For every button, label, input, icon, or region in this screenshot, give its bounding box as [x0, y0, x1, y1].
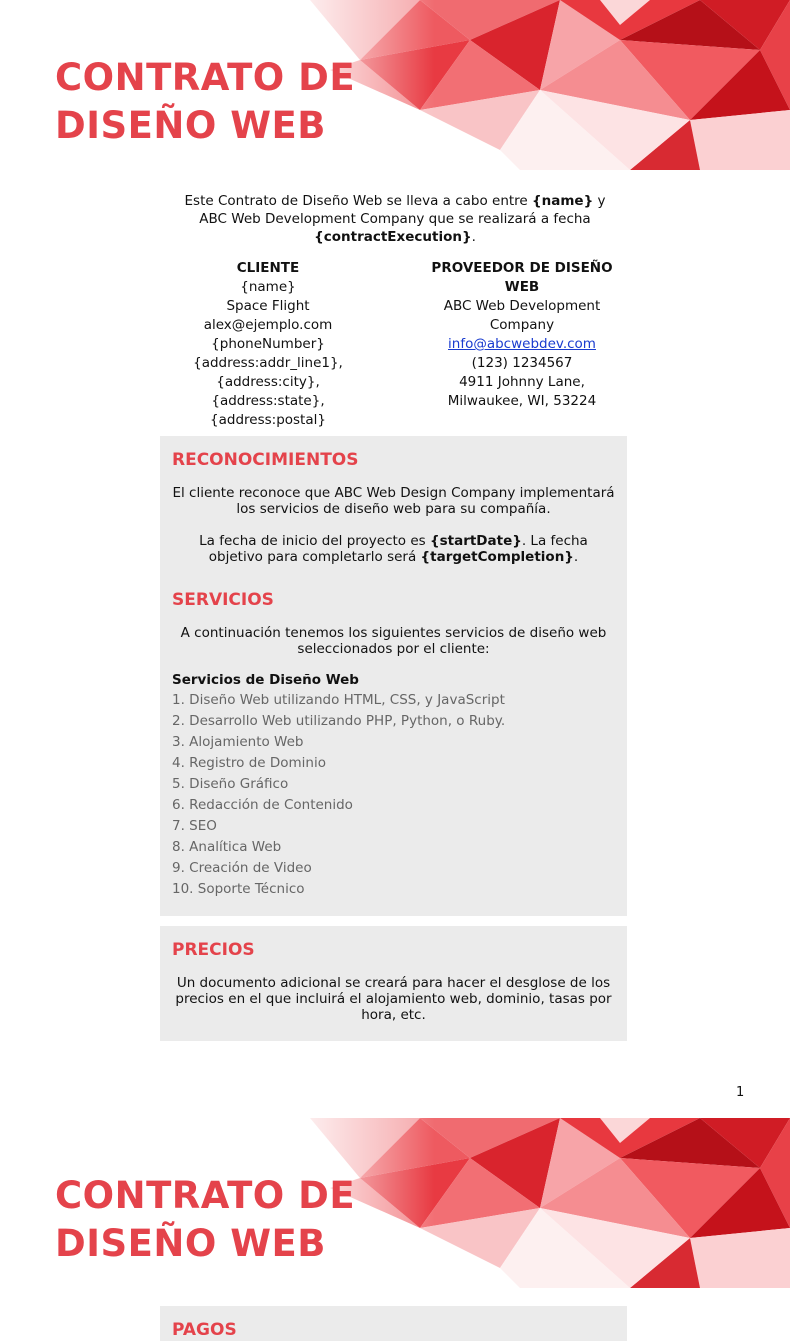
- client-block: [168, 259, 368, 430]
- text: . La fecha objetivo para completarlo será: [208, 533, 588, 565]
- page-header: [0, 0, 790, 170]
- title-line-1: CONTRATO DE: [55, 1174, 356, 1217]
- reconocimientos-title: RECONOCIMIENTOS: [172, 450, 359, 470]
- intro-text-2: y ABC Web Development Company que se realizará a fecha: [199, 193, 606, 227]
- client-email: alex@ejemplo.com: [203, 317, 333, 333]
- pricing-section: [160, 926, 627, 1041]
- payments-section: [160, 1306, 627, 1341]
- provider-street: 4911 Johnny Lane,: [459, 374, 585, 390]
- title-line-2: DISEÑO WEB: [55, 104, 326, 147]
- text: .: [573, 549, 579, 565]
- acknowledgements-services-section: [160, 436, 627, 916]
- client-name: {name}: [240, 279, 296, 295]
- pagos-title: PAGOS: [172, 1320, 237, 1340]
- client-heading: CLIENTE: [236, 260, 300, 276]
- client-phone: {phoneNumber}: [211, 336, 325, 352]
- intro-text: Este Contrato de Diseño Web se lleva a cabo entre: [184, 193, 533, 209]
- page-2-header: [0, 1118, 790, 1288]
- page-number: 1: [736, 1085, 745, 1100]
- document-title: [55, 54, 355, 150]
- target-completion-placeholder: {targetCompletion}: [420, 549, 574, 565]
- services-list: [172, 690, 505, 900]
- title-line-1: CONTRATO DE: [55, 56, 356, 99]
- precios-title: PRECIOS: [172, 940, 255, 960]
- list-item: 7. SEO: [172, 818, 217, 834]
- list-item: 10. Soporte Técnico: [172, 881, 305, 897]
- provider-email-link[interactable]: info@abcwebdev.com: [448, 336, 596, 352]
- text: La fecha de inicio del proyecto es: [199, 533, 430, 549]
- start-date-placeholder: {startDate}: [429, 533, 522, 549]
- services-list-title: Servicios de Diseño Web: [172, 672, 359, 688]
- intro-name-placeholder: {name}: [532, 193, 594, 209]
- page-2-title: [55, 1172, 355, 1268]
- provider-phone: (123) 1234567: [471, 355, 573, 371]
- intro-date-placeholder: {contractExecution}: [314, 229, 472, 245]
- provider-name: ABC Web Development Company: [443, 298, 601, 333]
- list-item: 8. Analítica Web: [172, 839, 282, 855]
- title-line-2: DISEÑO WEB: [55, 1222, 326, 1265]
- client-address-3: {address:postal}: [210, 412, 326, 428]
- provider-heading: PROVEEDOR DE DISEÑO WEB: [431, 260, 613, 295]
- servicios-intro: A continuación tenemos los siguientes servicios de diseño web seleccionados por el cliente:: [180, 625, 607, 657]
- provider-city: Milwaukee, WI, 53224: [447, 393, 597, 409]
- list-item: 6. Redacción de Contenido: [172, 797, 353, 813]
- intro-text-3: .: [471, 229, 476, 245]
- list-item: 5. Diseño Gráfico: [172, 776, 289, 792]
- reconocimientos-paragraph-2: [170, 533, 617, 565]
- client-address-1: {address:addr_line1},: [193, 355, 343, 371]
- provider-block: [422, 259, 622, 411]
- list-item: 3. Alojamiento Web: [172, 734, 304, 750]
- servicios-title: SERVICIOS: [172, 590, 274, 610]
- precios-paragraph: Un documento adicional se creará para hacer el desglose de los precios en el que incluirá el alojamiento web, dominio, tasas por hora, etc.: [175, 975, 612, 1023]
- list-item: 1. Diseño Web utilizando HTML, CSS, y JavaScript: [172, 692, 505, 708]
- list-item: 4. Registro de Dominio: [172, 755, 326, 771]
- list-item: 2. Desarrollo Web utilizando PHP, Python, o Ruby.: [172, 713, 506, 729]
- client-address-2: {address:city},{address:state},: [211, 374, 325, 409]
- intro-paragraph: [175, 192, 615, 246]
- reconocimientos-paragraph-1: El cliente reconoce que ABC Web Design Company implementará los servicios de diseño web para su compañía.: [172, 485, 615, 517]
- list-item: 9. Creación de Video: [172, 860, 312, 876]
- client-company: Space Flight: [226, 298, 310, 314]
